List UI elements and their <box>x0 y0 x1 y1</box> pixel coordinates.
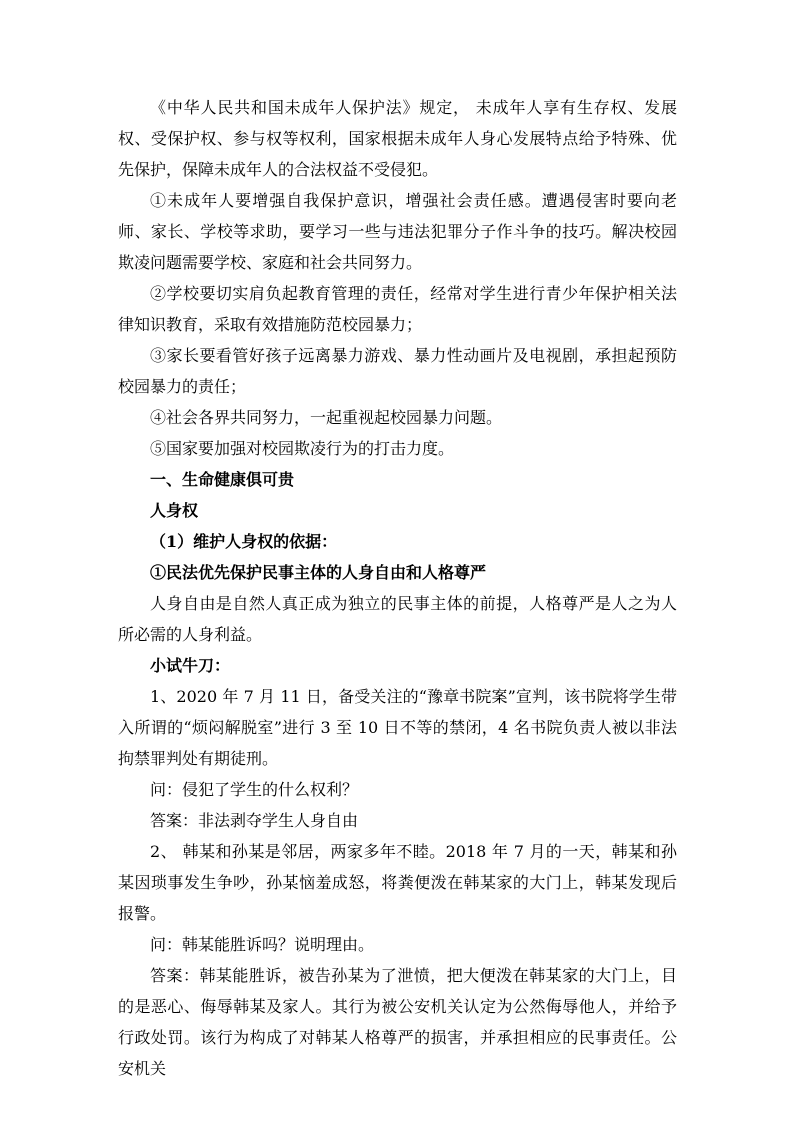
paragraph-answer-1: 答案：非法剥夺学生人身自由 <box>150 811 359 830</box>
paragraph-law-intro: 《中华人民共和国未成年人保护法》规定， 未成年人享有生存权、发展权、受保护权、参与权等权利，国家根据未成年人身心发展特点给予特殊、优先保护，保障未成年人的合法权益不受侵犯。 <box>118 98 677 179</box>
paragraph-point-5: ⑤国家要加强对校园欺凌行为的打击力度。 <box>150 439 455 458</box>
paragraph-answer-2: 答案：韩某能胜诉，被告孙某为了泄愤，把大便泼在韩某家的大门上，目的是恶心、侮辱韩某及家人。其行为被公安机关认定为公然侮辱他人，并给予行政处罚。该行为构成了对韩某人格尊严的损害，并承担相应的民事责任。公安机关 <box>118 966 677 1078</box>
paragraph-case-1: 1、2020 年 7 月 11 日，备受关注的“豫章书院案”宣判，该书院将学生带入所谓的“烦闷解脱室”进行 3 至 10 日不等的禁闭，4 名书院负责人被以非法拘禁罪判处有期徒刑。 <box>118 687 677 768</box>
paragraph-question-1: 问：侵犯了学生的什么权利？ <box>150 780 359 799</box>
section-heading: 一、生命健康俱可贵 <box>150 470 295 489</box>
subheading-personal-rights: 人身权 <box>150 501 199 520</box>
subheading-practice: 小试牛刀： <box>150 656 231 675</box>
subheading-basis: （1）维护人身权的依据： <box>150 532 338 551</box>
subheading-civil-law: ①民法优先保护民事主体的人身自由和人格尊严 <box>150 563 487 582</box>
paragraph-point-4: ④社会各界共同努力，一起重视起校园暴力问题。 <box>150 408 503 427</box>
paragraph-point-3: ③家长要看管好孩子远离暴力游戏、暴力性动画片及电视剧，承担起预防校园暴力的责任； <box>118 346 677 396</box>
paragraph-question-2: 问：韩某能胜诉吗？说明理由。 <box>150 935 375 954</box>
paragraph-point-1: ①未成年人要增强自我保护意识，增强社会责任感。遭遇侵害时要向老师、家长、学校等求助，要学习一些与违法犯罪分子作斗争的技巧。解决校园欺凌问题需要学校、家庭和社会共同努力。 <box>118 191 677 272</box>
paragraph-personal-freedom: 人身自由是自然人真正成为独立的民事主体的前提，人格尊严是人之为人所必需的人身利益。 <box>118 594 677 644</box>
paragraph-point-2: ②学校要切实肩负起教育管理的责任，经常对学生进行青少年保护相关法律知识教育，采取有效措施防范校园暴力； <box>118 284 677 334</box>
paragraph-case-2: 2、 韩某和孙某是邻居，两家多年不睦。2018 年 7 月的一天，韩某和孙某因琐事发生争吵，孙某恼羞成怒，将粪便泼在韩某家的大门上，韩某发现后报警。 <box>118 842 677 923</box>
